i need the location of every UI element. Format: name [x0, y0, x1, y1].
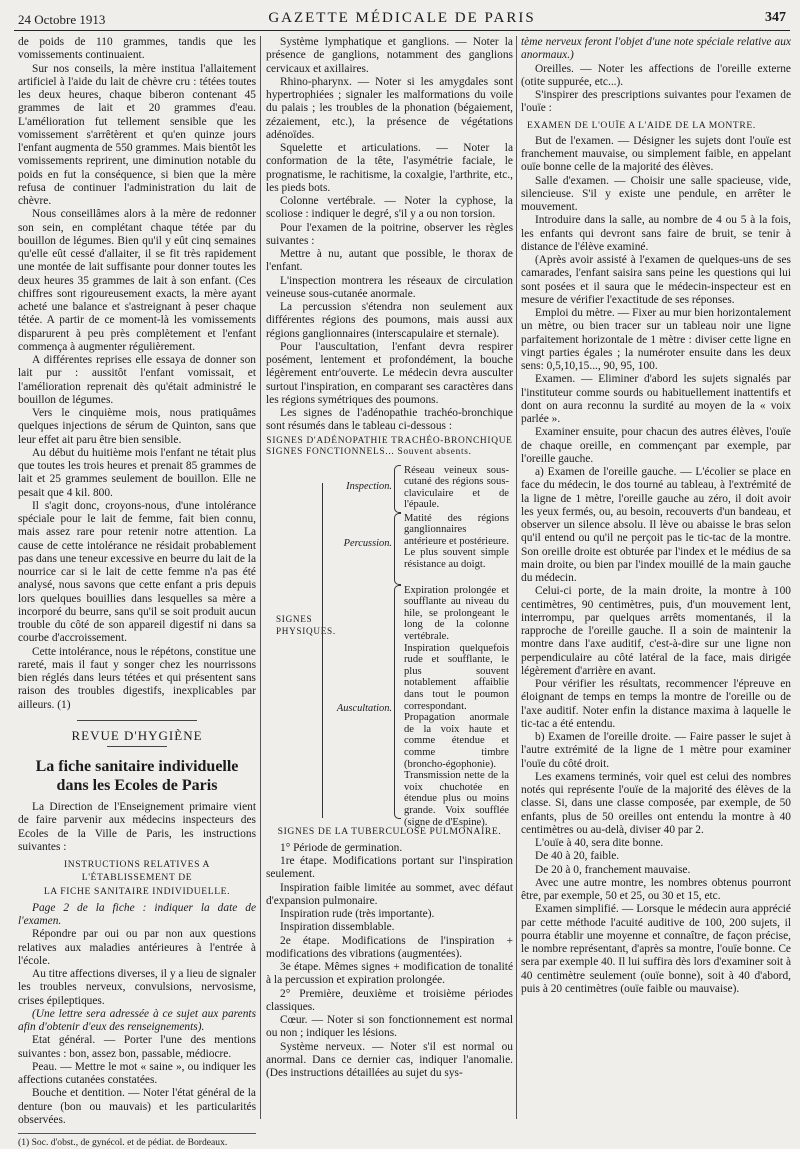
paragraph: a) Examen de l'oreille gauche. — L'écolier se place en face du médecin, le dos tourné au tableau, à l'extrémité de la ligne de 1 mètre, l'oreille gauche au zéro, il doit avoir les yeux fermés, ou, au besoin, recouverts d'un bandeau, et observer un silence absolu. Il lève ou abaisse le bras selon qu'il entend ou qu'il ne perçoit pas le tic-tac de la montre. Son oreille droite est obturée par l'index et le médius de sa main droite, ou bien par l'index mouillé de la main gauche du médecin. [521, 466, 791, 584]
issue-date: 24 Octobre 1913 [18, 12, 106, 27]
paragraph: S'inspirer des prescriptions suivantes pour l'examen de l'ouïe : [521, 89, 791, 115]
table-cell-entry: Transmission nette de la voix chuchotée en étendue plus ou moins grande. Voix soufflée (signe de d'Espine). [404, 770, 509, 828]
column-3 [521, 36, 791, 1121]
journal-title: GAZETTE MÉDICALE DE PARIS [268, 10, 536, 26]
brace [322, 483, 323, 818]
paragraph: Au début du huitième mois l'enfant ne tétait plus que toutes les trois heures et prenait 85 grammes de lait et 25 grammes seulement de bouillon. Elle ne pesait que 4 kil. 800. [18, 446, 256, 499]
paragraph: Cœur. — Noter si son fonctionnement est normal ou non ; indiquer les lésions. [266, 1014, 513, 1040]
paragraph: (Après avoir assisté à l'examen de quelques-uns de ses camarades, l'enfant saisira sans peine les questions qui lui sont posées et il saura que le médecin-inspecteur est en mesure de vérifier l'exactitude de ses réponses. [521, 254, 791, 306]
hearing-exam-heading: EXAMEN DE L'OUÏE A L'AIDE DE LA MONTRE. [527, 119, 756, 131]
paragraph: Examiner ensuite, pour chacun des autres élèves, l'ouïe de chaque oreille, en commençant par exemple, par l'oreille gauche. [521, 426, 791, 465]
paragraph: Vers le cinquième mois, nous pratiquâmes quelques injections de sérum de Quinton, sans que leur effet ait paru être bien sensible. [18, 407, 256, 446]
paragraph: Au titre affections diverses, il y a lieu de signaler les troubles nerveux, convulsions, nervosisme, crises épileptiques. [18, 968, 256, 1007]
table-cell: Réseau veineux sous-cutané des régions sous-claviculaire et de l'épaule. [404, 464, 509, 511]
paragraph: Salle d'examen. — Choisir une salle spacieuse, vide, silencieuse. S'il y existe une pendule, en arrêter le mouvement. [521, 174, 791, 213]
paragraph: 3e étape. Mêmes signes + modification de tonalité à la percussion et expiration prolongée. [266, 961, 513, 987]
paragraph: Emploi du mètre. — Fixer au mur bien horizontalement un mètre, ou bien tracer sur un tableau noir une ligne parfaitement horizontale de 1 mètre : diviser cette ligne en vingt parties égales ; la numéroter ensuite dans les deux sens: 0,5,10,15..., 90, 95, 100. [521, 307, 791, 372]
category-label: Inspection. [346, 480, 392, 492]
paragraph: Page 2 de la fiche : indiquer la date de l'examen. [18, 901, 256, 927]
separator [107, 746, 167, 747]
paragraph: Système lymphatique et ganglions. — Noter la présence de ganglions, notamment des ganglions cervicaux et axillaires. [266, 36, 513, 75]
table-cell-entry: Expiration prolongée et soufflante au niveau du hile, se prolongeant le long de la colonne vertébrale. [404, 584, 509, 643]
column-divider [260, 36, 261, 1119]
table-body [266, 463, 513, 828]
footnote: (1) Soc. d'obst., de gynécol. et de pédiat. de Bordeaux. [18, 1133, 256, 1149]
paragraph: Nous conseillâmes alors à la mère de redonner son sein, en complétant chaque tétée par du bouillon de légumes. Bien qu'il y eût cinq semaines qu'elle eût cessé d'allaiter, il se fit très rapidement une montée de lait suffisante pour donner toutes les deux heures 35 grammes de lait à son enfant. (Ces chiffres sont rigoureusement exacts, la mère ayant acheté une balance et s'astreignant à peser chaque tétée. A partir de ce moment-là les vomissements disparurent à peu près complètement et l'enfant commença à augmenter régulièrement. [18, 208, 256, 353]
paragraph: Inspiration rude (très importante). [280, 908, 435, 921]
paragraph: Oreilles. — Noter les affections de l'oreille externe (otite suppurée, etc...). [521, 62, 791, 88]
page-number: 347 [765, 10, 786, 25]
paragraph: Celui-ci porte, de la main droite, la montre à 100 centimètres, 90 centimètres, puis, d'un mouvement lent, interrompu, par quelques arrêts momentanés, il la rapproche de l'oreille gauche. Il a soin de maintenir la montre dans l'axe auditif, c'est-à-dire sur une ligne non perpendiculaire au côté latéral de la face, mais dirigée légèrement d'arrière en avant. [521, 585, 791, 677]
column-2 [266, 36, 513, 1121]
paragraph: L'ouïe à 40, sera dite bonne. [535, 837, 664, 849]
paragraph: Rhino-pharynx. — Noter si les amygdales sont hypertrophiées ; signaler les malformations du voile du palais ; les troubles de la phonation (bégaiement, zézaiement, etc.), la présence de végétations adénoïdes. [266, 75, 513, 141]
row-label [276, 613, 336, 637]
column-1 [18, 36, 256, 1148]
paragraph: (Une lettre sera adressée à ce sujet aux parents afin d'obtenir d'eux des renseignements). [18, 1007, 256, 1033]
paragraph: de poids de 110 grammes, tandis que les vomissements continuaient. [18, 36, 256, 62]
paragraph: Inspiration faible limitée au sommet, avec défaut d'expansion pulmonaire. [266, 881, 513, 907]
table-cell-entry: Propagation anormale de la voix haute et comme étendue et comme timbre (broncho-égophonie). [404, 712, 509, 770]
paragraph: L'inspection montrera les réseaux de circulation veineuse sous-cutanée anormale. [266, 274, 513, 300]
paragraph: 2° Première, deuxième et troisième périodes classiques. [266, 987, 513, 1013]
paragraph: b) Examen de l'oreille droite. — Faire passer le sujet à l'autre extrémité de la ligne de 1 mètre pour examiner l'ouïe du côté droit. [521, 731, 791, 770]
table-cell-entry: Inspiration quelquefois rude et soufflante, le plus souvent notablement affaiblie dans tout le poumon correspondant. [404, 642, 509, 712]
page-header [18, 6, 786, 30]
paragraph: Pour vérifier les résultats, recommencer l'épreuve en éloignant de temps en temps la montre de l'oreille ou de l'axe auditif. Noter enfin la distance maxima à laquelle le tic-tac a été entendu. [521, 678, 791, 730]
section-heading: REVUE D'HYGIÈNE [71, 727, 203, 743]
paragraph: Avec une autre montre, les nombres obtenus pourront être, par exemple, 50 et 25, ou 30 et 15, etc. [521, 876, 791, 902]
paragraph: A différentes reprises elle essaya de donner son lait pur : aussitôt l'enfant vomissait, et l'amélioration reprenait dès qu'était administré le bouillon de légumes. [18, 354, 256, 406]
instructions-heading [18, 858, 256, 898]
paragraph: Examen. — Eliminer d'abord les sujets signalés par l'instituteur comme sourds ou habituellement inattentifs et dont on aura reconnu la surdité au moyen de la « voix parlée ». [521, 373, 791, 425]
brace [394, 513, 401, 585]
category-label: Auscultation. [336, 702, 392, 714]
paragraph: Système nerveux. — Noter s'il est normal ou anormal. Dans ce dernier cas, indiquer l'anomalie. (Des instructions détaillées au sujet du sys- [266, 1040, 513, 1080]
paragraph: Squelette et articulations. — Noter la conformation de la tête, l'asymétrie faciale, le prognatisme, le rachitisme, la coxalgie, l'arthrite, etc., les pieds bots. [266, 142, 513, 194]
instructions-heading-line-1: INSTRUCTIONS RELATIVES A L'ÉTABLISSEMENT DE [63, 859, 211, 884]
paragraph: 2e étape. Modifications de l'inspiration + modifications des vibrations (augmentées). [266, 934, 513, 960]
paragraph: Etat général. — Porter l'une des mentions suivantes : bon, assez bon, passable, médiocre. [18, 1034, 256, 1060]
paragraph: Examen simplifié. — Lorsque le médecin aura apprécié par cette méthode l'acuité auditive de 100, 200 sujets, il pourra établir une moyenne et connaître, de façon précise, le nombre représentant, d'après sa montre, l'ouïe bonne. Ce sera par exemple 40. Il lui suffira dès lors d'examiner soit à 40 centimètre seulement (ouïe bonne), soit à 40 d'abord, puis à 20 centimètres (ouïe faible ou mauvaise). [521, 903, 791, 995]
category-label: Percussion. [343, 537, 392, 549]
paragraph: Pour l'examen de la poitrine, observer les règles suivantes : [266, 221, 513, 247]
paragraph: Pour l'auscultation, l'enfant devra respirer posément, lentement et profondément, la bouche légèrement entr'ouverte. Le médecin devra ausculter surtout l'inspiration, en comparant ses caractères dans les régions symétriques des poumons. [266, 340, 513, 406]
article-title-line-2: dans les Ecoles de Paris [56, 777, 218, 794]
article-title [18, 757, 256, 795]
adenopathy-table [266, 435, 513, 828]
paragraph: Répondre par oui ou par non aux questions relatives aux maladies antérieures à l'entrée à l'école. [18, 928, 256, 967]
paragraph: tème nerveux feront l'objet d'une note spéciale relative aux anormaux.) [521, 36, 791, 62]
header-rule [14, 30, 790, 31]
paragraph: La Direction de l'Enseignement primaire vient de faire parvenir aux médecins inspecteurs des Ecoles de la Ville de Paris, les instructions suivantes : [18, 801, 256, 853]
instructions-heading-line-2: LA FICHE SANITAIRE INDIVIDUELLE. [43, 885, 231, 897]
paragraph: Introduire dans la salle, au nombre de 4 ou 5 à la fois, les enfants qui devront sans faire de bruit, se tenir à distance de l'élève examiné. [521, 214, 791, 253]
paragraph: Bouche et dentition. — Noter l'état général de la denture (bon ou mauvais) et les particularités observées. [18, 1087, 256, 1126]
paragraph: La percussion s'étendra non seulement aux différentes régions des poumons, mais aussi aux régions ganglionnaires (interscapulaire et sternale). [266, 301, 513, 340]
table-cell [404, 585, 509, 828]
paragraph: Cette intolérance, nous le répétons, constitue une rareté, mais il faut y songer chez les nourrissons bien réglés dans leurs tétées et qui présentent sans raison des troubles digestifs, inexplicables par ailleurs. (1) [18, 645, 256, 711]
brace [394, 585, 401, 819]
table-subtitle: SIGNES FONCTIONNELS... Souvent absents. [266, 447, 472, 458]
table-cell: Matité des régions ganglionnaires antérieure et postérieure. Le plus souvent simple résistance au doigt. [404, 512, 509, 571]
paragraph: 1° Période de germination. [280, 841, 403, 854]
paragraph: Il s'agit donc, croyons-nous, d'une intolérance spéciale pour le lait de femme, fait bien connu, mais assez rare pour retenir notre attention. La cause de cette intolérance ne résidait probablement pas dans une teneur excessive en beurre du lait de la nourrice car si le lait de cette femme n'a pas été analysé, nous savons que cette enfant a pris depuis lors quelques bouillies dans lesquelles sa mère a incorporé du beurre, sans qu'il se soit produit aucun trouble du côté de son appareil digestif ni dans sa courbe d'accroissement. [18, 499, 256, 645]
separator [77, 720, 197, 721]
tuberculosis-heading: SIGNES DE LA TUBERCULOSE PULMONAIRE. [277, 825, 502, 837]
paragraph: Inspiration dissemblable. [280, 921, 395, 934]
row-label-line-1: SIGNES [276, 613, 313, 624]
paragraph: Colonne vertébrale. — Noter la cyphose, la scoliose : indiquer le degré, s'il y a ou non torsion. [266, 195, 513, 221]
paragraph: Sur nos conseils, la mère institua l'allaitement artificiel à l'aide du lait de chèvre cru : tétées toutes les deux heures, chaque biberon contenant 45 grammes de lait et 20 grammes d'eau. L'amélioration fut tellement sensible que les vomissement s'arrêtèrent et qu'en quinze jours l'enfant augmenta de 550 grammes. Mais bientôt les vomissements reprirent, une diminution notable du poids en fut la conséquence, si bien que la mère refusa de continuer l'administration du lait de chèvre. [18, 62, 256, 207]
paragraph: Les examens terminés, voir quel est celui des nombres notés qui représente l'ouïe de la majorité des élèves de la classe. Si, dans une classe composée, par exemple, de 50 enfants, plus de 50 oreilles ont entendu la montre à 40 centimètres ou au-delà, diviser 40 par 2. [521, 770, 791, 836]
paragraph: De 40 à 20, faible. [535, 850, 620, 863]
paragraph: Mettre à nu, autant que possible, le thorax de l'enfant. [266, 248, 513, 274]
paragraph: Peau. — Mettre le mot « saine », ou indiquer les affections cutanées constatées. [18, 1060, 256, 1086]
paragraph: De 20 à 0, franchement mauvaise. [535, 863, 691, 876]
table-title: SIGNES D'ADÉNOPATHIE TRACHÉO-BRONCHIQUE [266, 435, 513, 446]
paragraph: But de l'examen. — Désigner les sujets dont l'ouïe est franchement mauvaise, ou simplement faible, en appelant ouïe bonne celle de la majorité des élèves. [521, 134, 791, 174]
row-label-line-2: PHYSIQUES. [276, 625, 336, 636]
brace [394, 465, 401, 513]
column-divider [516, 36, 517, 1119]
paragraph: Les signes de l'adénopathie trachéo-bronchique sont résumés dans le tableau ci-dessous : [266, 407, 513, 433]
paragraph: 1re étape. Modifications portant sur l'inspiration seulement. [266, 855, 513, 881]
article-title-line-1: La fiche sanitaire individuelle [35, 758, 239, 775]
